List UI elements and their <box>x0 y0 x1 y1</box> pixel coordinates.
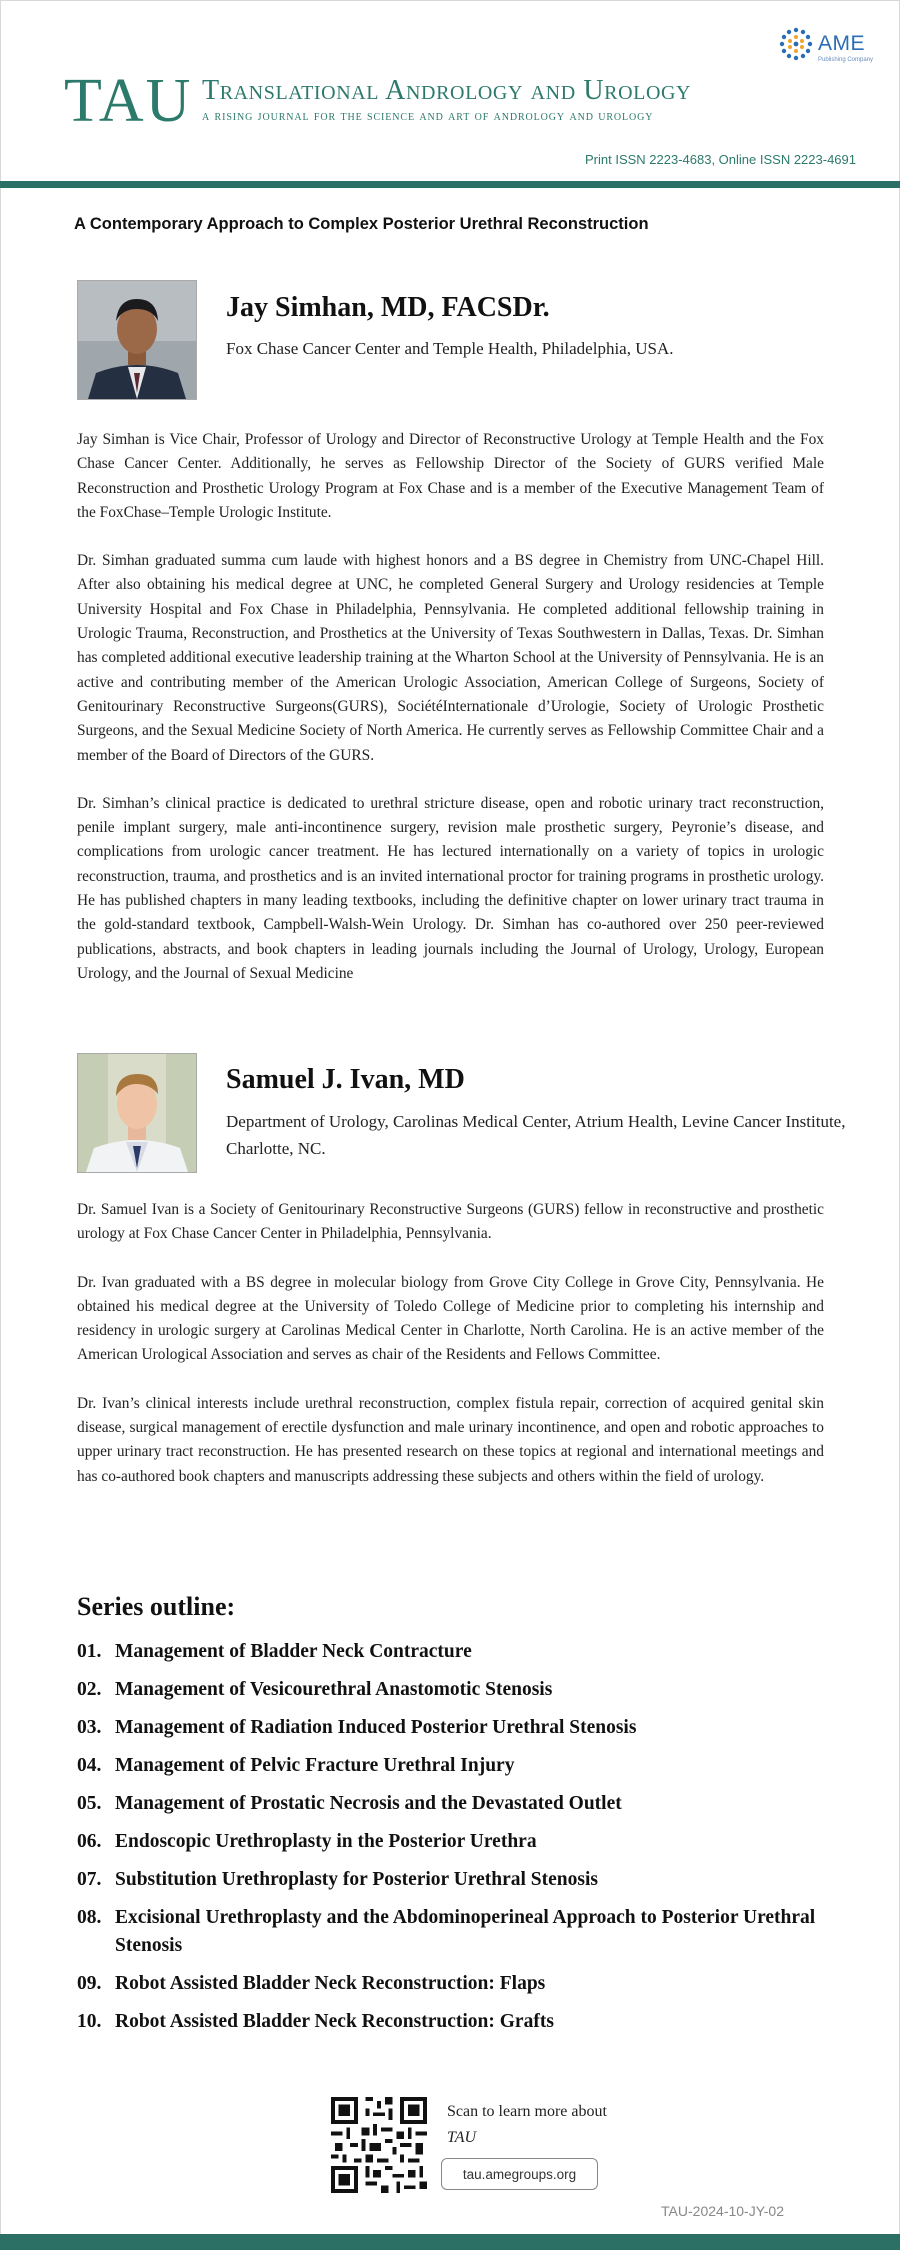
series-item <box>77 1752 837 1780</box>
series-item <box>77 1828 837 1856</box>
series-item-title: Robot Assisted Bladder Neck Reconstruction: Grafts <box>115 2011 554 2032</box>
header-divider-bar <box>0 181 900 188</box>
series-item <box>77 1790 837 1818</box>
series-item <box>77 1676 837 1704</box>
portrait-image <box>78 281 196 399</box>
series-item-number: 07. <box>77 1869 102 1890</box>
series-item-number: 01. <box>77 1641 102 1662</box>
journal-header <box>0 0 900 190</box>
document-code: TAU-2024-10-JY-02 <box>661 2203 784 2219</box>
series-item <box>77 1714 837 1742</box>
series-item <box>77 1866 837 1894</box>
author-photo-ivan <box>77 1053 197 1173</box>
series-item-number: 08. <box>77 1907 102 1928</box>
ame-dots-icon <box>778 26 814 62</box>
journal-subtitle: a rising journal for the science and art of andrology and urology <box>202 109 654 124</box>
journal-url-link[interactable]: tau.amegroups.org <box>441 2158 598 2190</box>
bio-paragraph: Dr. Samuel Ivan is a Society of Genitourinary Reconstructive Surgeons (GURS) fellow in reconstructive and prosthetic urology at Fox Chase Cancer Center in Philadelphia, Pennsylvania. <box>77 1201 824 1243</box>
series-item-title: Robot Assisted Bladder Neck Reconstruction: Flaps <box>115 1973 546 1994</box>
footer-bar <box>0 2234 900 2250</box>
author-bio <box>77 1198 824 1513</box>
ame-logo-text: AME <box>818 32 866 55</box>
article-title: A Contemporary Approach to Complex Posterior Urethral Reconstruction <box>74 215 649 233</box>
series-item-title: Excisional Urethroplasty and the Abdominoperineal Approach to Posterior Urethral Stenosis <box>115 1907 816 1956</box>
series-item-title: Management of Vesicourethral Anastomotic Stenosis <box>115 1679 553 1700</box>
bio-paragraph: Dr. Ivan graduated with a BS degree in molecular biology from Grove City College in Grove City, Pennsylvania. He obtained his medical degree at the University of Toledo College of Medicine prior to completing his internship and residency in urologic surgery at Carolinas Medical Center in Charlotte, North Carolina. He is an active member of the American Urological Association and serves as chair of the Residents and Fellows Committee. <box>77 1273 824 1364</box>
series-item <box>77 1638 837 1666</box>
scan-text: Scan to learn more about <box>447 2103 607 2120</box>
issn-text: Print ISSN 2223-4683, Online ISSN 2223-4691 <box>584 152 856 167</box>
bio-paragraph: Dr. Simhan’s clinical practice is dedicated to urethral stricture disease, open and robotic urinary tract reconstruction, penile implant surgery, male anti-incontinence surgery, revision male prosthetic surgery, Peyronie’s disease, and complications from urologic cancer treatment. He has lectured internationally on a variety of topics in urologic reconstruction, trauma, and prosthetics and is an invited international proctor for training programs in prosthetic urology. He has published chapters in many leading textbooks, including the definitive chapter on lower urinary tract trauma in the gold-standard textbook, Campbell-Walsh-Wein Urology. Dr. Simhan has co-authored over 250 peer-reviewed publications, abstracts, and book chapters in leading journals including the Journal of Urology, Urology, European Urology, and the Journal of Sexual Medicine <box>77 794 824 982</box>
series-item-number: 06. <box>77 1831 102 1852</box>
series-item-number: 10. <box>77 2011 102 2032</box>
qr-code-icon[interactable] <box>331 2097 427 2193</box>
author-affiliation: Department of Urology, Carolinas Medical Center, Atrium Health, Levine Cancer Institute, Charlotte, NC. <box>226 1112 846 1158</box>
ame-logo[interactable] <box>778 26 878 66</box>
ame-logo-subtext: Publishing Company <box>818 57 874 63</box>
series-item-title: Endoscopic Urethroplasty in the Posterior Urethra <box>115 1831 537 1852</box>
portrait-image <box>78 1054 196 1172</box>
series-outline-list <box>77 1638 837 2046</box>
scan-journal-name: TAU <box>447 2129 477 2146</box>
author-name: Jay Simhan, MD, FACSDr. <box>226 292 550 323</box>
author-name: Samuel J. Ivan, MD <box>226 1064 465 1095</box>
author-affiliation: Fox Chase Cancer Center and Temple Health, Philadelphia, USA. <box>226 339 674 358</box>
series-item-number: 03. <box>77 1717 102 1738</box>
series-item-number: 02. <box>77 1679 102 1700</box>
series-item <box>77 1904 837 1960</box>
series-item-title: Management of Bladder Neck Contracture <box>115 1641 472 1662</box>
bio-paragraph: Jay Simhan is Vice Chair, Professor of Urology and Director of Reconstructive Urology at Temple Health and the Fox Chase Cancer Center. Additionally, he serves as Fellowship Director of the Society of GURS verified Male Reconstruction and Prosthetic Urology Program at Fox Chase and is a member of the Executive Management Team of the FoxChase–Temple Urologic Institute. <box>77 431 824 521</box>
author-photo-simhan <box>77 280 197 400</box>
series-item-number: 09. <box>77 1973 102 1994</box>
journal-title: Translational Andrology and Urology <box>202 75 692 106</box>
bio-paragraph: Dr. Simhan graduated summa cum laude with highest honors and a BS degree in Chemistry from UNC-Chapel Hill. After also obtaining his medical degree at UNC, he completed General Surgery and Urology residencies at Temple University Hospital and Fox Chase in Philadelphia, Pennsylvania. He completed additional fellowship training in Urologic Trauma, Reconstruction, and Prosthetics at the University of Texas Southwestern in Dallas, Texas. Dr. Simhan has completed additional executive leadership training at the Wharton School at the University of Pennsylvania. He is an active and contributing member of the American Urologic Association, American College of Surgeons, Society of Genitourinary Reconstructive Surgeons(GURS), SociétéInternationale d’Urologie, Society of Urologic Prosthetic Surgeons, and the Sexual Medicine Society of North America. He currently serves as Fellowship Committee Chair and a member of the Board of Directors of the GURS. <box>77 552 824 764</box>
series-item-number: 05. <box>77 1793 102 1814</box>
series-item <box>77 1970 837 1998</box>
series-item-number: 04. <box>77 1755 102 1776</box>
bio-paragraph: Dr. Ivan’s clinical interests include urethral reconstruction, complex fistula repair, correction of acquired genital skin disease, surgical management of erectile dysfunction and male urinary incontinence, and open and robotic approaches to upper urinary tract reconstruction. He has presented research on these topics at regional and international meetings and has co-authored book chapters and manuscripts addressing these subjects and others within the field of urology. <box>77 1394 824 1485</box>
scan-instruction <box>447 2099 607 2151</box>
journal-abbrev-logo: TAU <box>64 67 193 135</box>
author-bio <box>77 428 824 1010</box>
series-item <box>77 2008 837 2036</box>
series-outline-heading: Series outline: <box>77 1592 236 1621</box>
series-item-title: Management of Radiation Induced Posterior Urethral Stenosis <box>115 1717 637 1738</box>
series-item-title: Management of Pelvic Fracture Urethral Injury <box>115 1755 515 1776</box>
series-item-title: Management of Prostatic Necrosis and the Devastated Outlet <box>115 1793 622 1814</box>
series-item-title: Substitution Urethroplasty for Posterior Urethral Stenosis <box>115 1869 598 1890</box>
